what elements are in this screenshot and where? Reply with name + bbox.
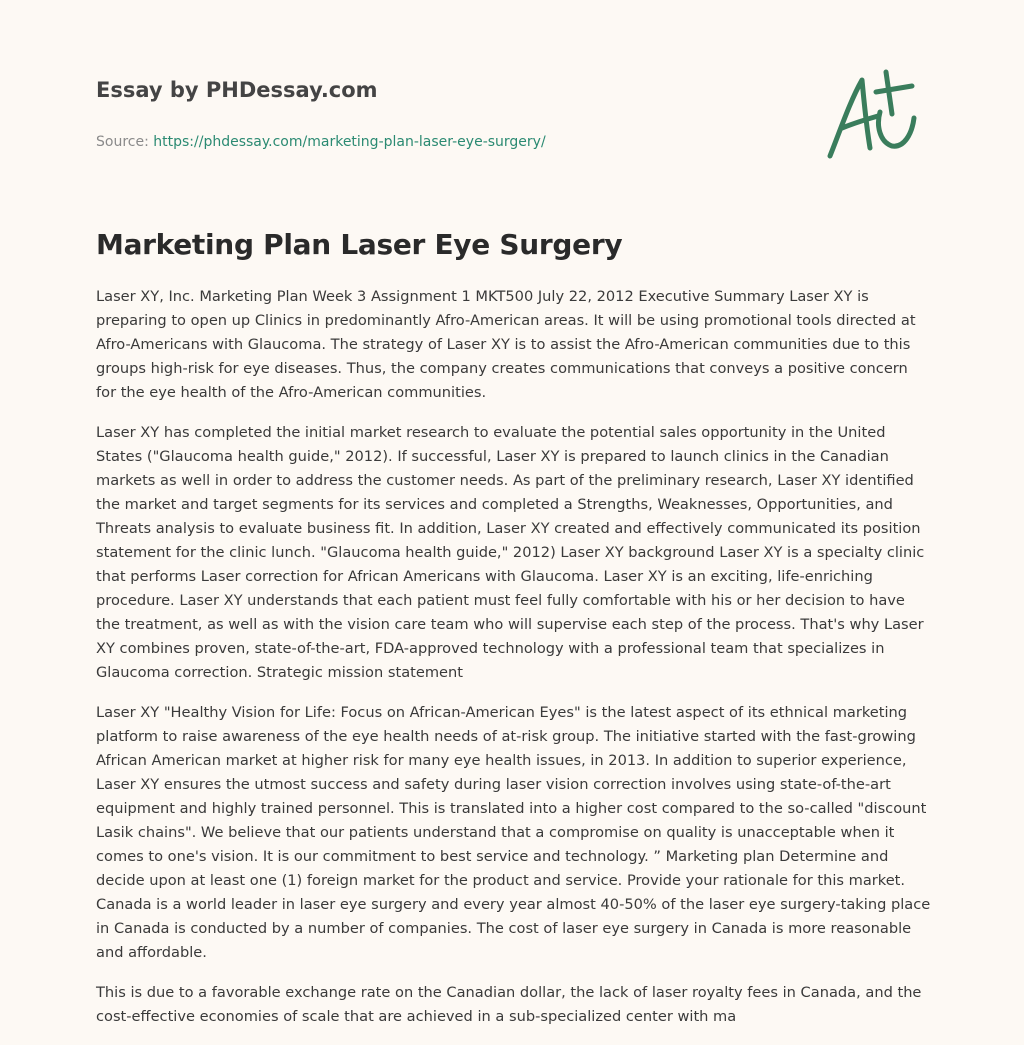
source-line [96, 132, 796, 152]
essay-paragraph-2: Laser XY has completed the initial market research to evaluate the potential sales opportunity in the United States ("Glaucoma health guide," 2012). If successful, Laser XY is prepared to launch clinics in the Canadian markets as well in order to address the customer needs. As part of the preliminary research, Laser XY identified the market and target segments for its services and completed a Strengths, Weaknesses, Opportunities, and Threats analysis to evaluate business fit. In addition, Laser XY created and effectively communicated its position statement for the clinic lunch. "Glaucoma health guide," 2012) Laser XY background Laser XY is a specialty clinic that performs Laser correction for African Americans with Glaucoma. Laser XY is an exciting, life-enriching procedure. Laser XY understands that each patient must feel fully comfortable with his or her decision to have the treatment, as well as with the vision care team who will supervise each step of the process. That's why Laser XY combines proven, state-of-the-art, FDA-approved technology with a professional team that specializes in Glaucoma correction. Strategic mission statement [96, 424, 925, 681]
essay-paragraph-1: Laser XY, Inc. Marketing Plan Week 3 Assignment 1 MKT500 July 22, 2012 Executive Summary Laser XY is preparing to open up Clinics in predominantly Afro-American areas. It will be using promotional tools directed at Afro-Americans with Glaucoma. The strategy of Laser XY is to assist the Afro-American communities due to this groups high-risk for eye diseases. Thus, the company creates communications that conveys a positive concern for the eye health of the Afro-American communities. [96, 288, 916, 401]
a-plus-logo-icon [820, 66, 930, 166]
source-label: Source: [96, 134, 154, 150]
site-header [96, 76, 796, 152]
essay-paragraph-3: Laser XY "Healthy Vision for Life: Focus on African-American Eyes" is the latest aspect of its ethnical marketing platform to raise awareness of the eye health needs of at-risk group. The initiative started with the fast-growing African American market at higher risk for many eye health issues, in 2013. In addition to superior experience, Laser XY ensures the utmost success and safety during laser vision correction involves using state-of-the-art equipment and highly trained personnel. This is translated into a higher cost compared to the so-called "discount Lasik chains". We believe that our patients understand that a compromise on quality is unacceptable when it comes to one's vision. It is our commitment to best service and technology. ” Marketing plan Determine and decide upon at least one (1) foreign market for the product and service. Provide your rationale for this market. Canada is a world leader in laser eye surgery and every year almost 40-50% of the laser eye surgery-taking place in Canada is conducted by a number of companies. The cost of laser eye surgery in Canada is more reasonable and affordable. [96, 704, 931, 961]
essay-title: Marketing Plan Laser Eye Surgery [96, 228, 623, 261]
brand-title: Essay by PHDessay.com [96, 78, 378, 102]
essay-body [96, 285, 932, 1045]
source-link[interactable]: https://phdessay.com/marketing-plan-laser-eye-surgery/ [153, 134, 546, 150]
essay-paragraph-4: This is due to a favorable exchange rate on the Canadian dollar, the lack of laser royalty fees in Canada, and the cost-effective economies of scale that are achieved in a sub-specialized center with ma [96, 984, 922, 1025]
